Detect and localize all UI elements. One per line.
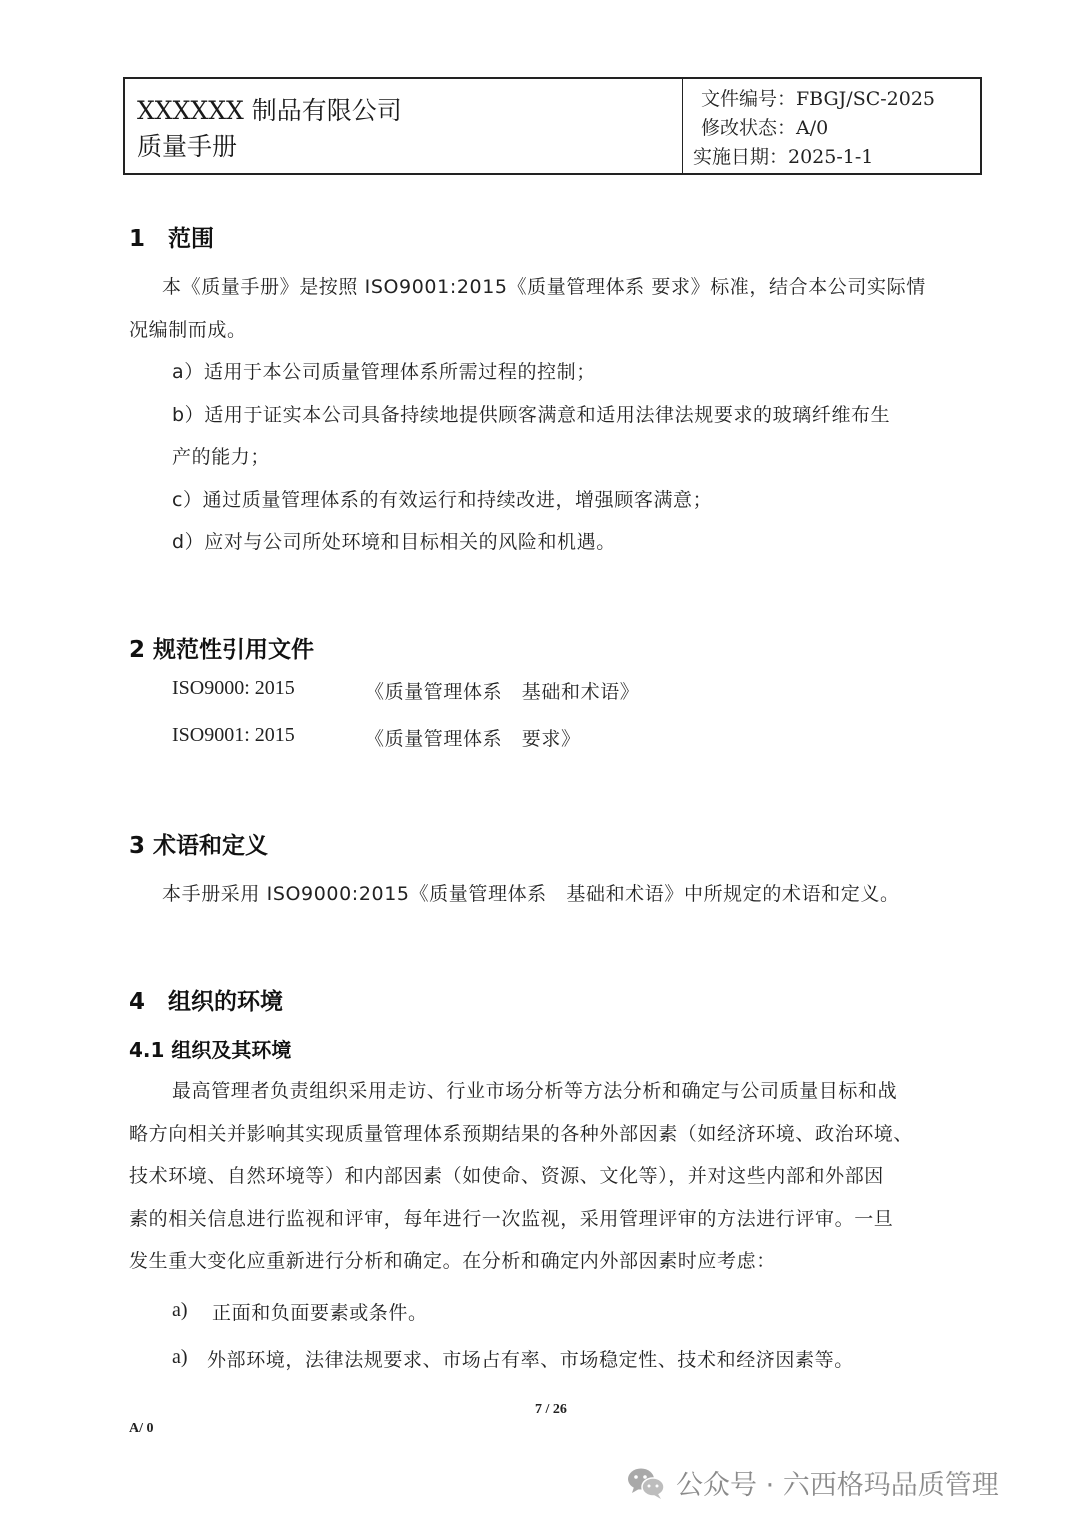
watermark-text: 公众号 · 六西格玛品质管理 <box>676 1470 999 1501</box>
page-number: 7 / 26 <box>535 1402 567 1417</box>
footer-revision: A/ 0 <box>129 1421 154 1436</box>
section-1-title: 1 范围 <box>129 226 215 252</box>
wechat-icon <box>626 1466 666 1500</box>
section-4-1-item1-label: a) <box>172 1299 188 1321</box>
section-4-1-item1-text: 正面和负面要素或条件。 <box>212 1302 428 1324</box>
section-4-1-line4: 素的相关信息进行监视和评审，每年进行一次监视，采用管理评审的方法进行评审。一旦 <box>129 1208 894 1230</box>
document-header-table <box>123 77 982 175</box>
revision-status: 修改状态：A/0 <box>701 117 829 139</box>
section-1-item-b-line1: b）适用于证实本公司具备持续地提供顾客满意和适用法律法规要求的玻璃纤维布生 <box>172 404 891 426</box>
section-4-title: 4 组织的环境 <box>129 989 284 1015</box>
reference-1-name: 《质量管理体系 基础和术语》 <box>365 681 640 703</box>
reference-2-code: ISO9001: 2015 <box>172 724 295 746</box>
section-2-title: 2 规范性引用文件 <box>129 637 315 663</box>
section-4-1-item2-label: a) <box>172 1346 188 1368</box>
section-1-item-b-line2: 产的能力； <box>172 446 271 468</box>
header-right-cell <box>683 79 980 173</box>
watermark <box>626 1463 999 1502</box>
company-name: XXXXXX 制品有限公司 <box>137 96 402 125</box>
section-4-1-item2-text: 外部环境，法律法规要求、市场占有率、市场稳定性、技术和经济因素等。 <box>207 1349 854 1371</box>
section-4-1-title: 4.1 组织及其环境 <box>129 1038 292 1062</box>
section-1-item-a: a）适用于本公司质量管理体系所需过程的控制； <box>172 361 596 383</box>
section-4-1-line5: 发生重大变化应重新进行分析和确定。在分析和确定内外部因素时应考虑： <box>129 1250 776 1272</box>
section-3-para: 本手册采用 ISO9000:2015《质量管理体系 基础和术语》中所规定的术语和定义。 <box>162 883 900 905</box>
section-1-item-d: d）应对与公司所处环境和目标相关的风险和机遇。 <box>172 531 616 553</box>
manual-title: 质量手册 <box>137 132 238 161</box>
section-3-title: 3 术语和定义 <box>129 833 269 859</box>
section-1-item-c: c）通过质量管理体系的有效运行和持续改进，增强顾客满意； <box>172 489 713 511</box>
section-4-1-line3: 技术环境、自然环境等）和内部因素（如使命、资源、文化等），并对这些内部和外部因 <box>129 1165 884 1187</box>
section-1-para-line1: 本《质量手册》是按照 ISO9001:2015《质量管理体系 要求》标准，结合本公司实际情 <box>162 276 926 298</box>
header-left-cell <box>125 79 683 173</box>
reference-2-name: 《质量管理体系 要求》 <box>365 728 581 750</box>
section-4-1-line2: 略方向相关并影响其实现质量管理体系预期结果的各种外部因素（如经济环境、政治环境、 <box>129 1123 914 1145</box>
section-4-1-line1: 最高管理者负责组织采用走访、行业市场分析等方法分析和确定与公司质量目标和战 <box>172 1080 898 1102</box>
doc-number: 文件编号：FBGJ/SC-2025 <box>701 88 936 110</box>
effective-date: 实施日期：2025-1-1 <box>693 146 874 168</box>
reference-1-code: ISO9000: 2015 <box>172 677 295 699</box>
section-1-para-line2: 况编制而成。 <box>129 319 247 341</box>
